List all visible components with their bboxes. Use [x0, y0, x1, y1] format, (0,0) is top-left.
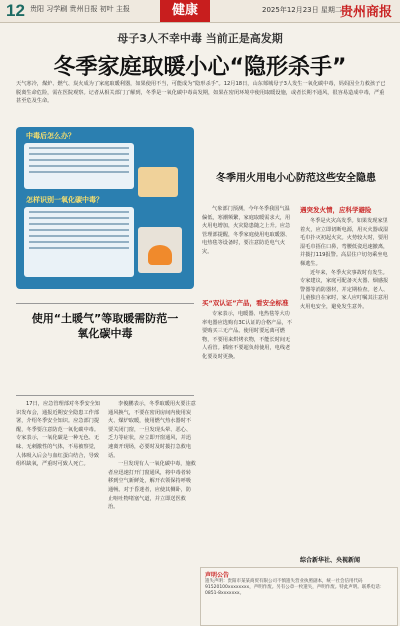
subhead-fire-escape: 遇突发火情，应科学避险	[300, 206, 372, 214]
article-column-2	[108, 400, 196, 622]
masthead-menu: 贵阳 习学刷 贵州日报 初叶 主报	[30, 5, 130, 13]
paragraph: 冬季是火灾高发季。如果发现家里着火，应立即切断电源，用灭火器或湿毛巾扑灭初起火灾。火势较大时，要用湿毛巾捂住口鼻，弯腰低姿迅速撤离，并拨打119报警。高层住户切勿乘坐电梯逃生。	[300, 218, 389, 267]
sidebar-column-1	[202, 205, 294, 295]
issue-date: 2025年12月23日 星期二	[262, 6, 342, 14]
paragraph: 李俊鹏表示，冬季取暖用火要注意通风换气，不要在密闭房间内使用炭火、煤炉取暖，使用燃气热水器时不要关闭门窗，一旦发现头晕、恶心、乏力等症状，应立即开窗通风，并迅速离开现场，必要时及时拨打急救电话。	[108, 401, 196, 459]
paragraph: 一旦发现有人一氧化碳中毒，施救者应迅速打开门窗通风，将中毒者转移到空气新鲜处，解开衣领保持呼吸通畅。对于昏迷者，应使其侧卧，防止呕吐物堵塞气道，并立即送医救治。	[108, 461, 196, 511]
ad-title: 声明公告	[205, 572, 230, 579]
infographic-subtitle: 怎样识别一氧化碳中毒？	[26, 196, 103, 204]
infographic-text-block	[24, 207, 134, 277]
heater-illustration	[138, 167, 178, 197]
article-lead: 天气寒冷，煤炉、燃气、炭火成为了家庭取暖利器，如果使用不当，可能成为“隐形杀手”。12月18日，山东郯城母子3人发生一氧化碳中毒，妈妈因全力救孩子已脱离生命危险，需在医院观察。记者从相关部门了解到，冬季是一氧化碳中毒高发期，如果在密闭环境中使用取暖设施，或者长期不通风，很容易造成中毒，严重甚至危及生命。	[16, 81, 386, 104]
paragraph: 气象部门预测，今年冬季我国气温偏低，寒潮频繁，家庭取暖需求大，用火用电增加，火灾隐患随之上升。应急管理部提醒，冬季家庭使用电取暖器、电热毯等设备时，要注意防范电气火灾。	[202, 206, 291, 255]
newspaper-logo: 贵州商报	[340, 5, 393, 20]
classified-ad-box	[200, 567, 398, 626]
subhead-certification: 买“双认证”产品，看安全标准	[202, 299, 289, 307]
paragraph: 近年来，冬季火灾事故时有发生。专家建议，家庭可配备灭火器、烟感报警器等消防器材，并定期检查。老人、儿童独自在家时，家人应叮嘱其注意用火用电安全，避免发生意外。	[300, 269, 389, 310]
article-kicker: 母子3人不幸中毒 当前正是高发期	[117, 32, 283, 45]
infographic-text-block	[24, 143, 134, 189]
sidebar-column-2	[202, 310, 294, 550]
divider	[16, 303, 194, 304]
article-column-1	[16, 400, 104, 622]
ad-text: 遗失声明：贵阳市某某商贸有限公司不慎遗失营业执照副本，统一社会信用代码91520100xxxxxxxx，声明作废。另有公章一枚遗失，声明作废。特此声明。联系电话：0851-8xxxxxxx。	[205, 579, 385, 597]
page-number: 12	[6, 1, 25, 20]
paragraph: 专家表示，电暖器、电热毯等大功率电器应选购有3C认证的合格产品，不要购买三无产品。使用时要远离可燃物，不要用来烘烤衣物，不能长时间无人看管。插座不要超负荷使用，电线老化要及时更换。	[202, 311, 292, 360]
paragraph: 17日，应急管理部对冬季安全知识发布会，通报近期安全隐患工作部署，介绍冬季安全知识。应急部门提醒，冬季要注意防范一氧化碳中毒。专家表示，一氧化碳是一种无色、无味、无刺激性的气体，不易被察觉，人体吸入后会与血红蛋白结合，导致组织缺氧，严重时可致人死亡。	[16, 401, 101, 468]
article-headline: 冬季家庭取暖小心“隐形杀手”	[53, 55, 347, 80]
sidebar-column-3	[300, 217, 390, 547]
article-byline: 综合新华社、央视新闻	[300, 557, 361, 564]
flame-icon	[148, 245, 172, 265]
photo-caption: 使用“土暖气”等取暖需防范一氧化碳中毒	[31, 312, 179, 340]
divider	[16, 395, 194, 396]
masthead-bar	[0, 0, 400, 23]
sidebar-headline: 冬季用火用电小心防范这些安全隐患	[216, 173, 376, 184]
safety-infographic	[16, 127, 194, 289]
fireplace-illustration	[138, 227, 182, 273]
infographic-title: 中毒后怎么办？	[26, 132, 75, 140]
section-label: 健康	[160, 0, 210, 22]
